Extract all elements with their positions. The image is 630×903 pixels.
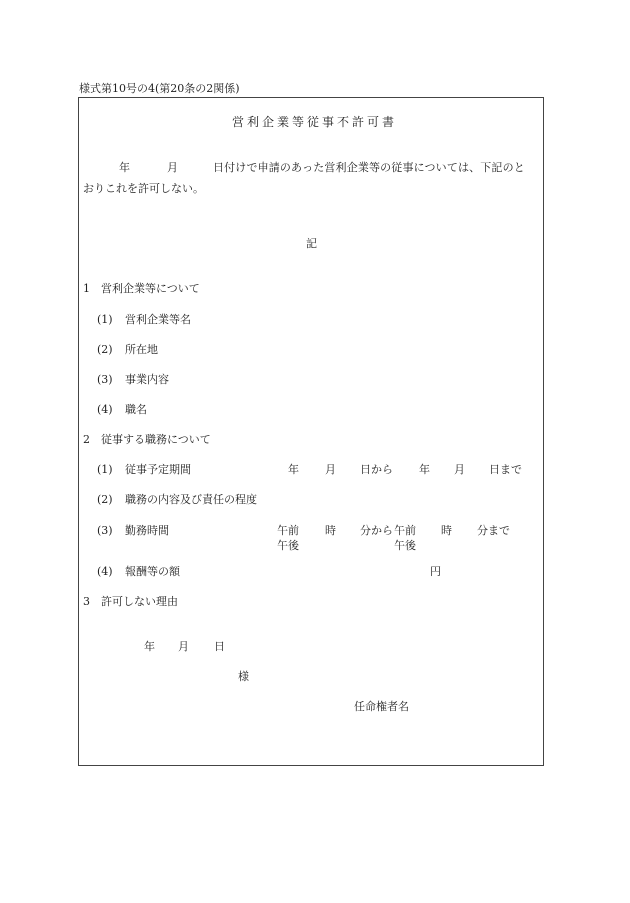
section1-item-num: (1) [97, 313, 113, 326]
hours-pm-from: 午後 [277, 539, 299, 552]
ki-heading: 記 [306, 237, 317, 250]
hours-minute-from: 分から [360, 524, 393, 537]
hours-am-to: 午前 [394, 524, 416, 537]
appointing-authority-name: 任命権者名 [354, 700, 409, 713]
hours-am-from: 午前 [277, 524, 299, 537]
section1-item-label: 営利企業等名 [125, 313, 191, 326]
section1-heading: 1 営利企業等について [83, 282, 200, 295]
section1-item-num: (4) [97, 403, 113, 416]
period-to-day: 日まで [489, 463, 522, 476]
section1-item-label: 職名 [125, 403, 147, 416]
section3-heading: 3 許可しない理由 [83, 595, 178, 608]
date-year: 年 [144, 640, 155, 653]
section1-item-label: 事業内容 [125, 373, 169, 386]
period-from-month: 月 [325, 463, 336, 476]
duties-label: 職務の内容及び責任の程度 [125, 493, 257, 506]
intro-month: 月 [167, 161, 178, 174]
section1-item-num: (3) [97, 373, 113, 386]
hours-hour-from: 時 [325, 524, 336, 537]
form-number-label: 様式第10号の4(第20条の2関係) [79, 82, 240, 95]
addressee-suffix: 様 [238, 670, 249, 683]
period-from-day: 日から [360, 463, 393, 476]
intro-text-line1: 日付けで申請のあった営利企業等の従事については、下記のと [213, 161, 525, 174]
duties-num: (2) [97, 493, 113, 506]
section1-item-label: 所在地 [125, 343, 158, 356]
pay-num: (4) [97, 565, 113, 578]
pay-unit: 円 [430, 565, 441, 578]
period-from-year: 年 [288, 463, 299, 476]
section1-item-num: (2) [97, 343, 113, 356]
pay-label: 報酬等の額 [125, 565, 180, 578]
hours-pm-to: 午後 [394, 539, 416, 552]
intro-year: 年 [119, 161, 130, 174]
section2-heading: 2 従事する職務について [83, 433, 211, 446]
document-title: 営利企業等従事不許可書 [232, 115, 398, 129]
period-to-month: 月 [454, 463, 465, 476]
period-to-year: 年 [419, 463, 430, 476]
date-day: 日 [214, 640, 225, 653]
document-frame [78, 97, 544, 766]
period-label: 従事予定期間 [125, 463, 191, 476]
date-month: 月 [178, 640, 189, 653]
hours-minute-to: 分まで [477, 524, 510, 537]
intro-text-line2: おりこれを許可しない。 [83, 182, 204, 195]
hours-num: (3) [97, 524, 113, 537]
period-num: (1) [97, 463, 113, 476]
hours-label: 勤務時間 [125, 524, 169, 537]
hours-hour-to: 時 [441, 524, 452, 537]
